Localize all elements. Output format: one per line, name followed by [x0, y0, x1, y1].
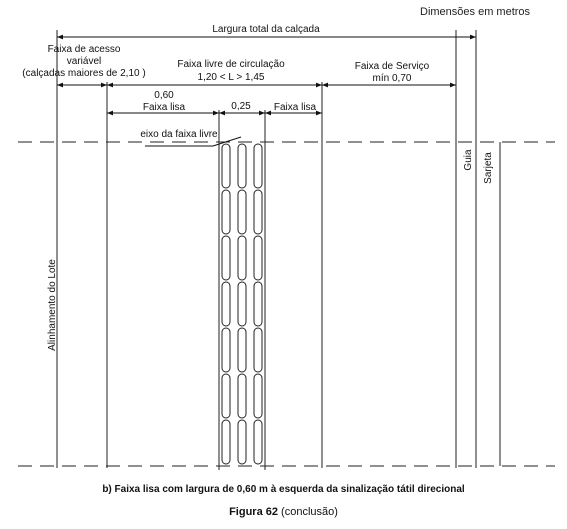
tactile-bar — [254, 236, 262, 280]
tactile-bar — [254, 420, 262, 464]
service-strip-label: Faixa de Serviço — [354, 61, 430, 72]
free-strip-range: 1,20 < L > 1,45 — [197, 72, 265, 83]
lot-alignment-label: Alinhamento do Lote — [47, 259, 58, 351]
tactile-bar — [238, 282, 246, 326]
gutter-label: Sarjeta — [483, 152, 494, 184]
tactile-bar — [254, 374, 262, 418]
tactile-bar — [254, 190, 262, 234]
tactile-bar — [222, 328, 230, 372]
figure-suffix: (conclusão) — [277, 506, 338, 518]
smooth-left-label: Faixa lisa — [142, 102, 186, 113]
free-strip-label: Faixa livre de circulação — [177, 59, 285, 70]
tactile-bar — [222, 374, 230, 418]
tactile-bar — [222, 282, 230, 326]
smooth-width-value: 0,60 — [154, 90, 174, 101]
tactile-bar — [222, 144, 230, 188]
access-strip-variable: variável — [66, 56, 102, 67]
tactile-bar — [238, 144, 246, 188]
figure-caption — [0, 506, 567, 518]
dashed-edges — [18, 142, 555, 466]
access-strip-label: Faixa de acesso — [47, 44, 121, 55]
tactile-bar — [222, 236, 230, 280]
strip-boundaries — [57, 30, 500, 470]
service-strip-min: mín 0,70 — [372, 73, 412, 84]
tactile-bar — [222, 190, 230, 234]
tactile-bar — [222, 420, 230, 464]
units-note: Dimensões em metros — [420, 6, 531, 18]
figure-subtitle: b) Faixa lisa com largura de 0,60 m à esquerda da sinalização tátil direcional — [102, 484, 465, 495]
tactile-bar — [254, 282, 262, 326]
tactile-bar — [238, 420, 246, 464]
tactile-directional-tiles — [222, 144, 262, 464]
tactile-bar — [238, 236, 246, 280]
curb-label: Guia — [463, 149, 474, 171]
tactile-bar — [254, 328, 262, 372]
smooth-right-label: Faixa lisa — [273, 102, 317, 113]
tactile-bar — [238, 190, 246, 234]
tactile-bar — [238, 328, 246, 372]
total-width-label: Largura total da calçada — [212, 24, 320, 35]
access-strip-note: (calçadas maiores de 2,10 ) — [22, 68, 146, 79]
tactile-bar — [238, 374, 246, 418]
figure-label: Figura 62 — [229, 506, 278, 518]
tactile-bar — [254, 144, 262, 188]
axis-label: eixo da faixa livre — [140, 129, 218, 140]
tactile-width-value: 0,25 — [231, 101, 251, 112]
